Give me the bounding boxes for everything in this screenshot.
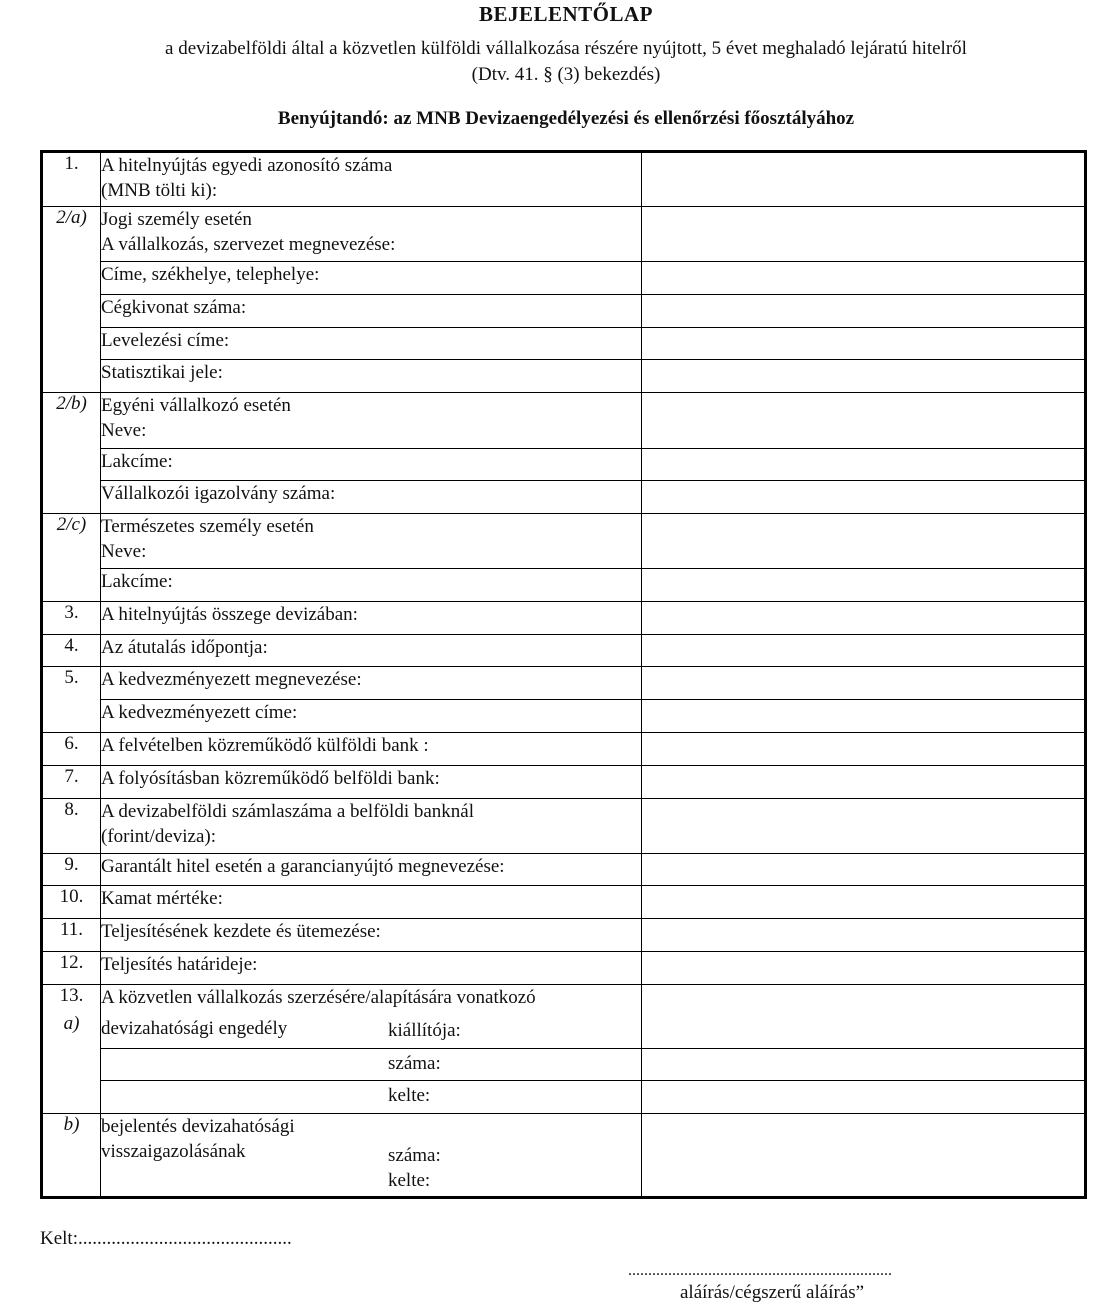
value-field[interactable] xyxy=(642,854,1086,886)
row-label: Lakcíme: xyxy=(101,449,642,481)
row-label: Címe, székhelye, telephelye: xyxy=(101,262,642,295)
table-row xyxy=(42,635,1086,667)
row-number: 6. xyxy=(42,733,101,766)
table-row xyxy=(42,700,1086,733)
table-row xyxy=(42,766,1086,799)
value-field[interactable] xyxy=(642,766,1086,799)
row-number: 2/b) xyxy=(42,393,101,514)
table-row xyxy=(42,602,1086,635)
table-row xyxy=(42,569,1086,602)
value-field[interactable] xyxy=(642,262,1086,295)
row-label: Egyéni vállalkozó esetén Neve: xyxy=(101,393,642,449)
row-number: 9. xyxy=(42,854,101,886)
row-label: bejelentés devizahatósági visszaigazolásának száma: kelte: xyxy=(101,1114,642,1198)
value-field[interactable] xyxy=(642,886,1086,919)
value-field[interactable] xyxy=(642,328,1086,360)
row-number: 2/c) xyxy=(42,514,101,602)
table-row xyxy=(42,1049,1086,1081)
table-row xyxy=(42,886,1086,919)
form-subtitle: a devizabelföldi által a közvetlen külföldi vállalkozása részére nyújtott, 5 évet meghaladó lejáratú hitelről xyxy=(165,38,967,59)
row-label: Cégkivonat száma: xyxy=(101,295,642,328)
row-label: Statisztikai jele: xyxy=(101,360,642,393)
form-table xyxy=(40,150,1087,1199)
value-field[interactable] xyxy=(642,799,1086,854)
row-label: A felvételben közreműködő külföldi bank : xyxy=(101,733,642,766)
table-row xyxy=(42,262,1086,295)
row-label: A közvetlen vállalkozás szerzésére/alapítására vonatkozó devizahatósági engedély kiállítója: xyxy=(101,985,642,1049)
table-row xyxy=(42,449,1086,481)
table-row xyxy=(42,1114,1086,1198)
kiallito-label: kiállítója: xyxy=(388,1020,461,1041)
row-label: Jogi személy esetén A vállalkozás, szervezet megnevezése: xyxy=(101,207,642,262)
table-row xyxy=(42,295,1086,328)
value-field[interactable] xyxy=(642,1114,1086,1198)
table-row xyxy=(42,985,1086,1049)
table-row xyxy=(42,514,1086,569)
row-label: Természetes személy esetén Neve: xyxy=(101,514,642,569)
submit-to-line: Benyújtandó: az MNB Devizaengedélyezési és ellenőrzési főosztályához xyxy=(277,108,855,129)
value-field[interactable] xyxy=(642,635,1086,667)
value-field[interactable] xyxy=(642,733,1086,766)
table-row xyxy=(42,919,1086,952)
table-row xyxy=(42,360,1086,393)
signature-caption: aláírás/cégszerű aláírás” xyxy=(680,1282,865,1303)
value-field[interactable] xyxy=(642,449,1086,481)
szama-label: száma: xyxy=(388,1145,441,1166)
row-label: Garantált hitel esetén a garancianyújtó megnevezése: xyxy=(101,854,642,886)
row-label xyxy=(101,1081,642,1114)
legal-reference: (Dtv. 41. § (3) bekezdés) xyxy=(471,64,661,85)
table-row xyxy=(42,328,1086,360)
value-field[interactable] xyxy=(642,1081,1086,1114)
row-number: 4. xyxy=(42,635,101,667)
row-number: b) xyxy=(42,1114,101,1198)
row-number: 1. xyxy=(42,152,101,207)
row-label: Lakcíme: xyxy=(101,569,642,602)
row-label: A folyósításban közreműködő belföldi bank: xyxy=(101,766,642,799)
row-number: 7. xyxy=(42,766,101,799)
value-field[interactable] xyxy=(642,569,1086,602)
value-field[interactable] xyxy=(642,952,1086,985)
row-label xyxy=(101,1049,642,1081)
value-field[interactable] xyxy=(642,393,1086,449)
value-field[interactable] xyxy=(642,602,1086,635)
row-number: 11. xyxy=(42,919,101,952)
table-row xyxy=(42,207,1086,262)
row-label: A hitelnyújtás összege devizában: xyxy=(101,602,642,635)
value-field[interactable] xyxy=(642,514,1086,569)
row-label: Teljesítésének kezdete és ütemezése: xyxy=(101,919,642,952)
row-label: A kedvezményezett címe: xyxy=(101,700,642,733)
table-row xyxy=(42,1081,1086,1114)
row-label: A hitelnyújtás egyedi azonosító száma (MNB tölti ki): xyxy=(101,152,642,207)
table-row xyxy=(42,393,1086,449)
value-field[interactable] xyxy=(642,481,1086,514)
row-label: Kamat mértéke: xyxy=(101,886,642,919)
value-field[interactable] xyxy=(642,985,1086,1049)
kelte-label: kelte: xyxy=(388,1085,431,1106)
table-row xyxy=(42,667,1086,700)
row-label: Vállalkozói igazolvány száma: xyxy=(101,481,642,514)
row-label: Az átutalás időpontja: xyxy=(101,635,642,667)
value-field[interactable] xyxy=(642,207,1086,262)
value-field[interactable] xyxy=(642,1049,1086,1081)
row-number: 10. xyxy=(42,886,101,919)
kelte-label: kelte: xyxy=(388,1170,431,1191)
row-number: 5. xyxy=(42,667,101,733)
signature-line: .................................................................. xyxy=(628,1262,892,1279)
form-title: BEJELENTŐLAP xyxy=(478,2,654,26)
szama-label: száma: xyxy=(388,1053,441,1074)
row-label: A kedvezményezett megnevezése: xyxy=(101,667,642,700)
value-field[interactable] xyxy=(642,700,1086,733)
row-label: A devizabelföldi számlaszáma a belföldi banknál (forint/deviza): xyxy=(101,799,642,854)
row-number: 12. xyxy=(42,952,101,985)
value-field[interactable] xyxy=(642,667,1086,700)
table-row xyxy=(42,952,1086,985)
value-field[interactable] xyxy=(642,919,1086,952)
table-row xyxy=(42,854,1086,886)
row-number: 13. a) xyxy=(42,985,101,1114)
table-row xyxy=(42,733,1086,766)
value-field[interactable] xyxy=(642,295,1086,328)
table-row xyxy=(42,152,1086,207)
row-number: 3. xyxy=(42,602,101,635)
row-number: 2/a) xyxy=(42,207,101,393)
row-label: Teljesítés határideje: xyxy=(101,952,642,985)
value-field[interactable] xyxy=(642,360,1086,393)
row-label: Levelezési címe: xyxy=(101,328,642,360)
date-line: Kelt:............................................. xyxy=(40,1228,292,1249)
table-row xyxy=(42,799,1086,854)
value-field[interactable] xyxy=(642,152,1086,207)
row-number: 8. xyxy=(42,799,101,854)
table-row xyxy=(42,481,1086,514)
